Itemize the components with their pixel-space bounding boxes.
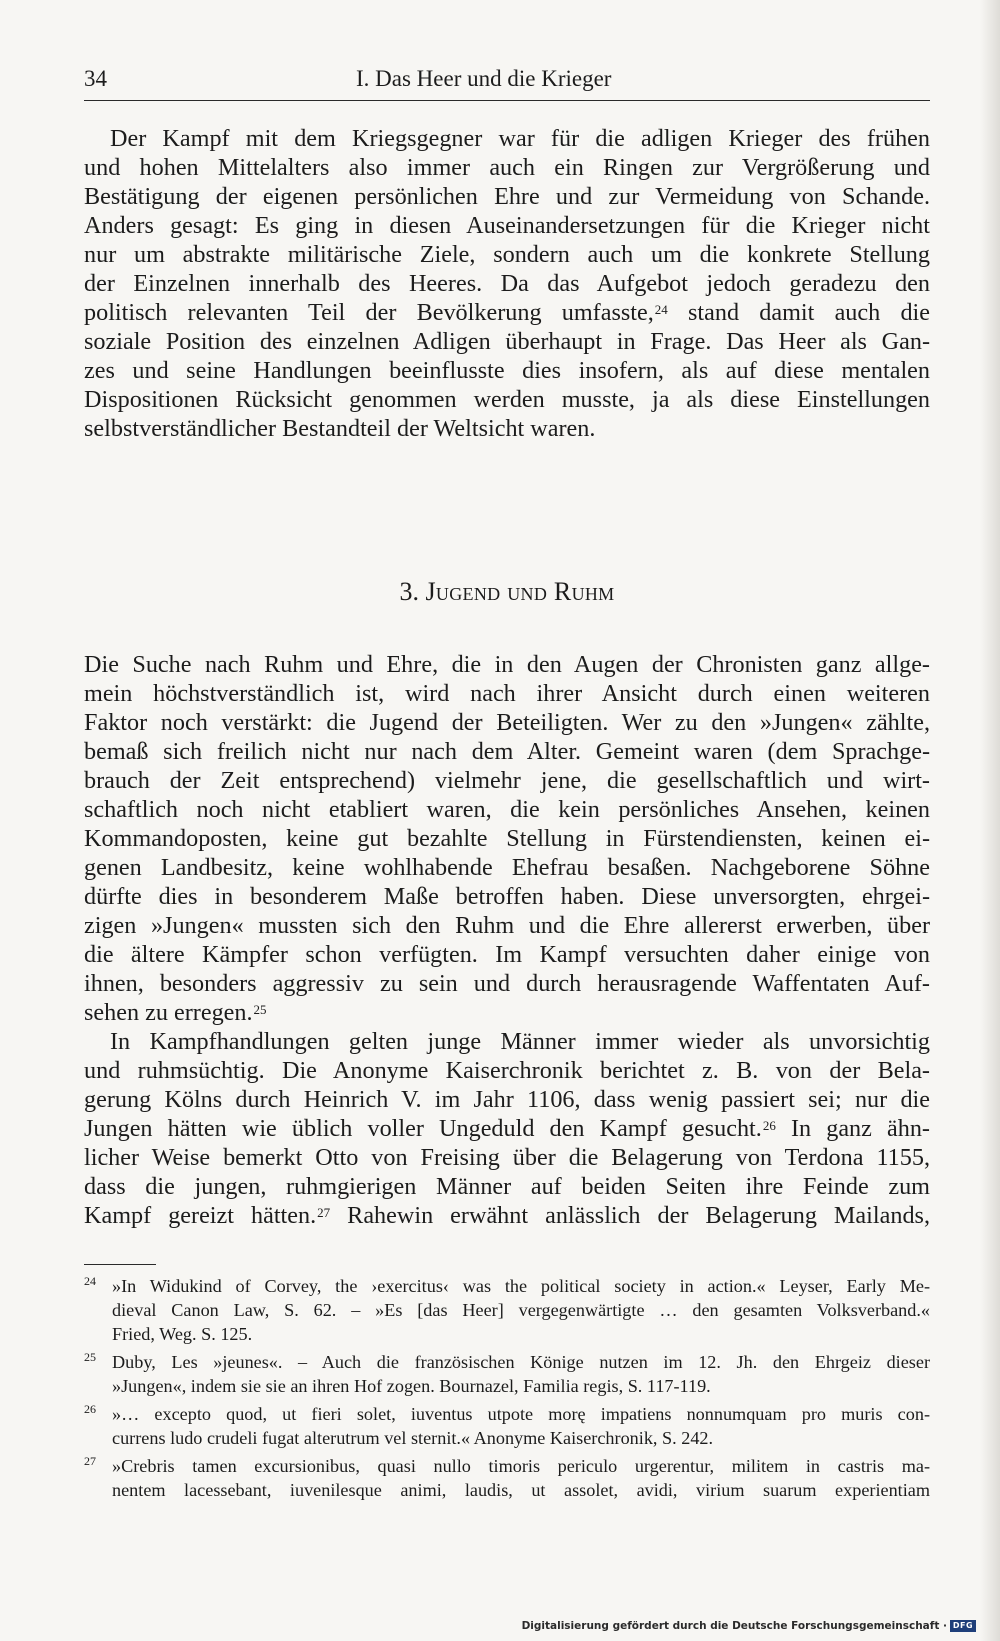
text-line: Anders gesagt: Es ging in diesen Auseinandersetzungen für die Krieger nicht: [84, 212, 930, 239]
text-line: mein höchstverständlich ist, wird nach ihrer Ansicht durch einen weiteren: [84, 680, 930, 707]
footnote-number: 27: [84, 1454, 96, 1468]
text-segment: politisch relevanten Teil der Bevölkerung umfasste,: [84, 299, 654, 326]
footnote-ref-25[interactable]: 25: [253, 1002, 267, 1017]
text-line: Dispositionen Rücksicht genommen werden musste, ja als diese Einstellungen: [84, 386, 930, 413]
footnote-number: 26: [84, 1402, 96, 1416]
footnote-line: »… excepto quod, ut fieri solet, iuventus utpote morę impatiens nonnumquam pro muris con-: [112, 1404, 930, 1424]
text-line: dass die jungen, ruhmgierigen Männer auf beiden Seiten ihre Feinde zum: [84, 1173, 930, 1200]
text-line: selbstverständlicher Bestandteil der Weltsicht waren.: [84, 415, 596, 442]
text-line: [84, 1114, 930, 1143]
footnote-line: »Jungen«, indem sie sie an ihren Hof zogen. Bournazel, Familia regis, S. 117-119.: [112, 1376, 711, 1396]
text-line: Der Kampf mit dem Kriegsgegner war für die adligen Krieger des frühen: [110, 125, 930, 152]
running-head: I. Das Heer und die Krieger: [356, 66, 612, 91]
digitization-note: Digitalisierung gefördert durch die Deutsche Forschungsgemeinschaft ·: [521, 1620, 947, 1632]
text-line: und hohen Mittelalters also immer auch ein Ringen zur Vergrößerung und: [84, 154, 930, 181]
footnote-ref-27[interactable]: 27: [317, 1205, 331, 1220]
text-line: nur um abstrakte militärische Ziele, sondern auch um die konkrete Stellung: [84, 241, 930, 268]
footnote-rule: [84, 1264, 156, 1265]
footnote-number: 24: [84, 1274, 96, 1288]
footnote-line: »Crebris tamen excursionibus, quasi nullo timoris periculo urgerentur, militem in castris ma-: [112, 1456, 930, 1476]
section-title: Jugend und Ruhm: [425, 577, 615, 606]
text-line: Die Suche nach Ruhm und Ehre, die in den Augen der Chronisten ganz allge-: [84, 651, 930, 678]
footnote-ref-24[interactable]: 24: [654, 302, 668, 317]
section-heading: [84, 574, 930, 610]
text-segment: Kampf gereizt hätten.: [84, 1202, 317, 1229]
text-line: Faktor noch verstärkt: die Jugend der Beteiligten. Wer zu den »Jungen« zählte,: [84, 709, 930, 736]
text-line: ihnen, besonders aggressiv zu sein und durch herausragende Waffentaten Auf-: [84, 970, 930, 997]
header-rule: [84, 100, 930, 101]
text-line: Bestätigung der eigenen persönlichen Ehre und zur Vermeidung von Schande.: [84, 183, 930, 210]
page-header: [84, 62, 930, 96]
footnote-line: dieval Canon Law, S. 62. – »Es [das Heer] vergegenwärtigte … den gesamten Volksverband.«: [112, 1300, 930, 1320]
text-line: zigen »Jungen« mussten sich den Ruhm und die Ehre allererst erwerben, über: [84, 912, 930, 939]
footnote-line: Duby, Les »jeunes«. – Auch die französischen Könige nutzen im 12. Jh. den Ehrgeiz dieser: [112, 1352, 930, 1372]
text-segment: sehen zu erregen.: [84, 999, 253, 1026]
text-line: In Kampfhandlungen gelten junge Männer immer wieder als unvorsichtig: [110, 1028, 930, 1055]
text-line: und ruhmsüchtig. Die Anonyme Kaiserchronik berichtet z. B. von der Bela-: [84, 1057, 930, 1084]
text-line: licher Weise bemerkt Otto von Freising über die Belagerung von Terdona 1155,: [84, 1144, 930, 1171]
text-line: schaftlich noch nicht etabliert waren, die kein persönliches Ansehen, keinen: [84, 796, 930, 823]
text-segment: In ganz ähn-: [775, 1115, 930, 1142]
footnote-number: 25: [84, 1350, 96, 1364]
dfg-logo: DFG: [950, 1620, 976, 1632]
text-line: [84, 1201, 930, 1230]
text-line: der Einzelnen innerhalb des Heeres. Da das Aufgebot jedoch geradezu den: [84, 270, 930, 297]
text-line: die ältere Kämpfer schon verfügten. Im Kampf versuchten daher einige von: [84, 941, 930, 968]
page-edge-shadow: [980, 0, 1000, 1641]
text-line: [84, 998, 930, 1027]
footnote-line: »In Widukind of Corvey, the ›exercitus‹ was the political society in action.« Leyser, Early Me-: [112, 1276, 930, 1296]
text-line: genen Landbesitz, keine wohlhabende Ehefrau besaßen. Nachgeborene Söhne: [84, 854, 930, 881]
text-segment: stand damit auch die: [667, 299, 930, 326]
page-number: 34: [84, 66, 107, 91]
text-line: dürfte dies in besonderem Maße betroffen haben. Diese unversorgten, ehrgei-: [84, 883, 930, 910]
text-line: gerung Kölns durch Heinrich V. im Jahr 1106, dass wenig passiert sei; nur die: [84, 1086, 930, 1113]
footnote-line: currens ludo crudeli fugat alterutrum vel sternit.« Anonyme Kaiserchronik, S. 242.: [112, 1428, 714, 1448]
text-segment: Rahewin erwähnt anlässlich der Belagerung Mailands,: [330, 1202, 930, 1229]
text-line: soziale Position des einzelnen Adligen überhaupt in Frage. Das Heer als Gan-: [84, 328, 930, 355]
footnote-ref-26[interactable]: 26: [762, 1118, 776, 1133]
text-segment: Jungen hätten wie üblich voller Ungeduld den Kampf gesucht.: [84, 1115, 762, 1142]
footnote-line: Fried, Weg. S. 125.: [112, 1324, 253, 1344]
text-line: Kommandoposten, keine gut bezahlte Stellung in Fürstendiensten, keinen ei-: [84, 825, 930, 852]
text-line: bemaß sich freilich nicht nur nach dem Alter. Gemeint waren (dem Sprachge-: [84, 738, 930, 765]
digitization-credit: [522, 1618, 976, 1634]
text-line: [84, 298, 930, 327]
text-line: brauch der Zeit entsprechend) vielmehr jene, die gesellschaftlich und wirt-: [84, 767, 930, 794]
section-number: 3.: [399, 577, 420, 606]
footnote-line: nentem lacessebant, iuvenilesque animi, laudis, ut assolet, avidi, virium suarum experientiam: [112, 1480, 930, 1500]
text-line: zes und seine Handlungen beeinflusste dies insofern, als auf diese mentalen: [84, 357, 930, 384]
